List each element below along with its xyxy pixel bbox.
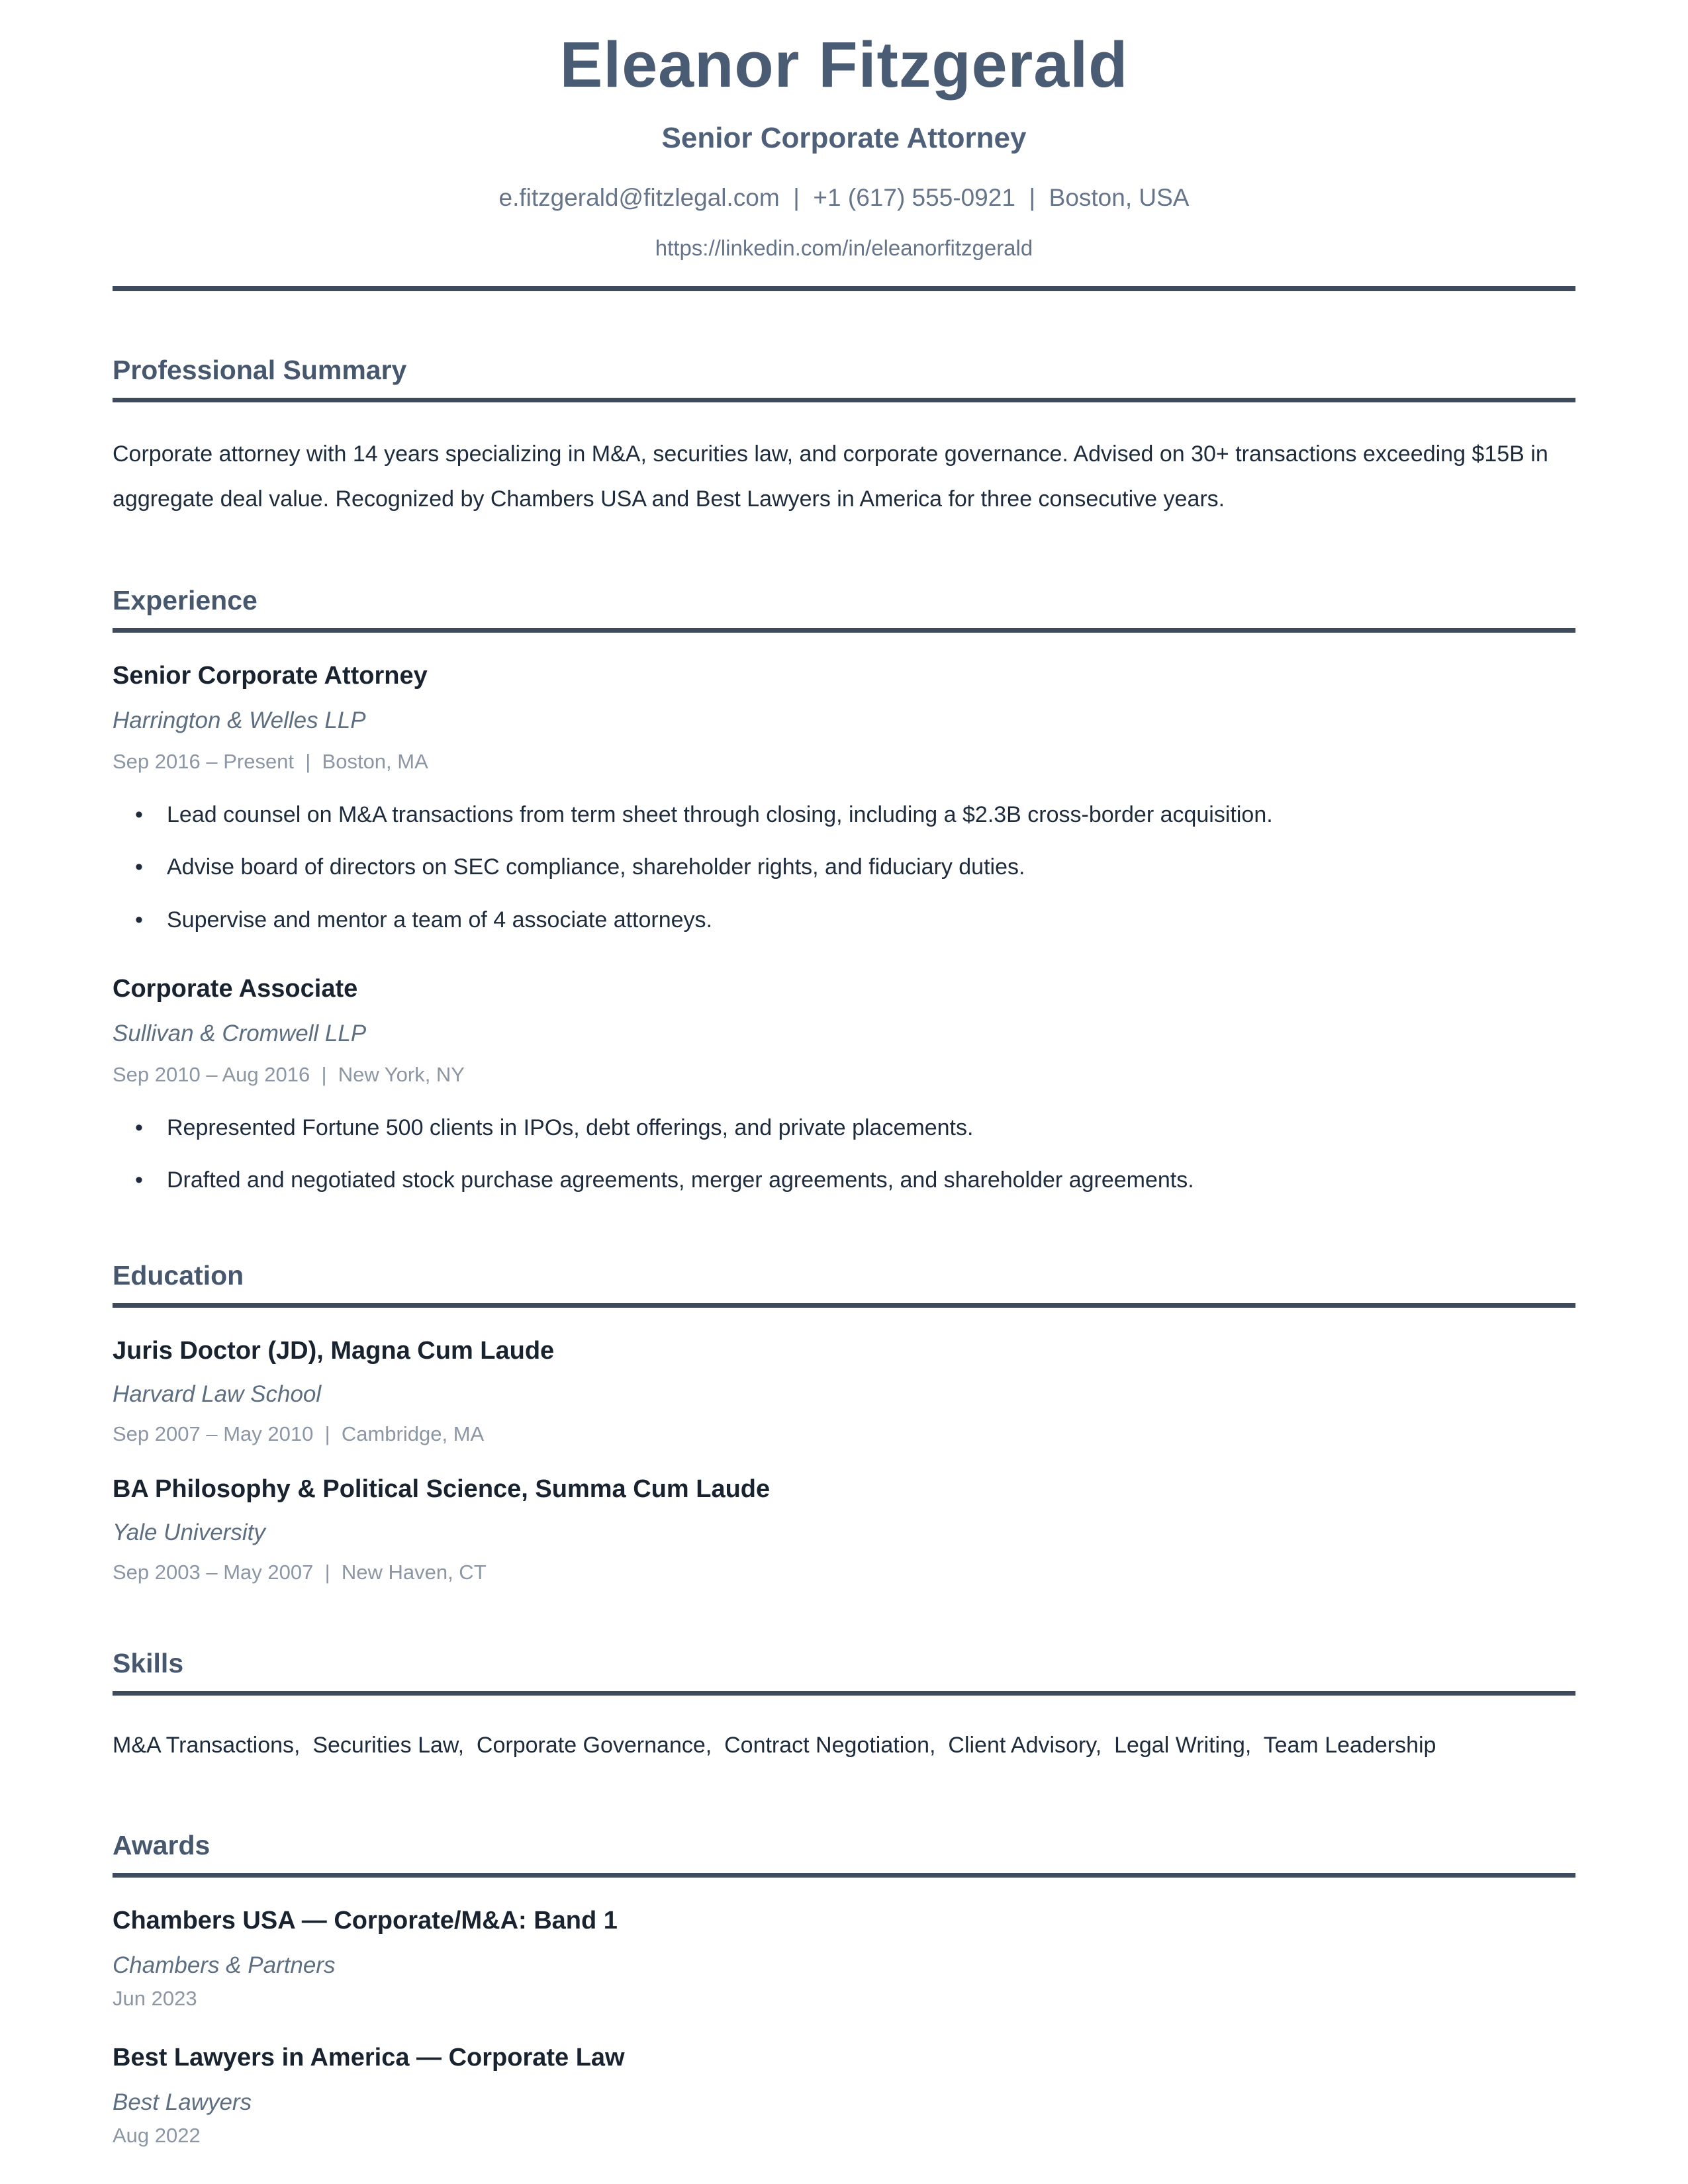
job-bullet: • Advise board of directors on SEC compliance, shareholder rights, and fiduciary duties. <box>113 851 1575 884</box>
award-issuer: Best Lawyers <box>113 2089 252 2116</box>
skills-heading: Skills <box>113 1648 1575 1696</box>
job-bullet: • Drafted and negotiated stock purchase agreements, merger agreements, and shareholder agreements. <box>113 1164 1575 1197</box>
candidate-title: Senior Corporate Attorney <box>661 122 1027 154</box>
award-date: Aug 2022 <box>113 2124 201 2148</box>
award-date: Jun 2023 <box>113 1987 197 2011</box>
degree-entry <box>113 1475 1575 1584</box>
education-heading: Education <box>113 1260 1575 1308</box>
job-company: Harrington & Welles LLP <box>113 707 366 733</box>
award-entry <box>113 1907 1575 2011</box>
candidate-name: Eleanor Fitzgerald <box>559 28 1129 101</box>
awards-heading: Awards <box>113 1830 1575 1878</box>
skills-text: M&A Transactions, Securities Law, Corporate Governance, Contract Negotiation, Client Advisory, Legal Writing, Team Leadership <box>113 1733 1436 1758</box>
award-issuer: Chambers & Partners <box>113 1952 336 1979</box>
resume-header <box>113 28 1575 291</box>
job-bullet-list <box>113 799 1575 936</box>
job-entry <box>113 975 1575 1197</box>
job-dates-location: Sep 2016 – Present | Boston, MA <box>113 750 428 773</box>
experience-heading: Experience <box>113 585 1575 633</box>
job-title: Senior Corporate Attorney <box>113 662 428 690</box>
award-title: Best Lawyers in America — Corporate Law <box>113 2044 625 2072</box>
section-education <box>113 1260 1575 1584</box>
summary-heading: Professional Summary <box>113 355 1575 402</box>
summary-text: Corporate attorney with 14 years specializing in M&A, securities law, and corporate governance. Advised on 30+ transactions exceeding $15B in aggregate deal value. Recognized by Chambers USA and Best Lawyers in America for three consecutive years. <box>113 441 1548 512</box>
job-company: Sullivan & Cromwell LLP <box>113 1020 367 1046</box>
degree-title: BA Philosophy & Political Science, Summa Cum Laude <box>113 1475 771 1504</box>
degree-entry <box>113 1337 1575 1446</box>
job-dates-location: Sep 2010 – Aug 2016 | New York, NY <box>113 1062 465 1086</box>
linkedin-url[interactable]: https://linkedin.com/in/eleanorfitzgerald <box>655 236 1033 260</box>
job-entry <box>113 662 1575 936</box>
header-divider <box>113 286 1575 291</box>
degree-dates-location: Sep 2003 – May 2007 | New Haven, CT <box>113 1561 487 1584</box>
job-title: Corporate Associate <box>113 974 358 1003</box>
section-professional-summary <box>113 355 1575 522</box>
job-bullet: • Represented Fortune 500 clients in IPOs, debt offerings, and private placements. <box>113 1112 1575 1144</box>
section-experience <box>113 585 1575 1197</box>
contact-line: e.fitzgerald@fitzlegal.com | +1 (617) 555-0921 | Boston, USA <box>498 184 1190 211</box>
job-bullet: • Supervise and mentor a team of 4 associate attorneys. <box>113 904 1575 936</box>
section-awards <box>113 1830 1575 2148</box>
award-entry <box>113 2044 1575 2148</box>
job-bullet-list <box>113 1112 1575 1197</box>
degree-school: Yale University <box>113 1520 265 1546</box>
award-title: Chambers USA — Corporate/M&A: Band 1 <box>113 1907 618 1935</box>
degree-school: Harvard Law School <box>113 1381 322 1408</box>
degree-title: Juris Doctor (JD), Magna Cum Laude <box>113 1337 555 1365</box>
section-skills <box>113 1648 1575 1766</box>
job-bullet: • Lead counsel on M&A transactions from term sheet through closing, including a $2.3B cross-border acquisition. <box>113 799 1575 831</box>
degree-dates-location: Sep 2007 – May 2010 | Cambridge, MA <box>113 1422 485 1446</box>
